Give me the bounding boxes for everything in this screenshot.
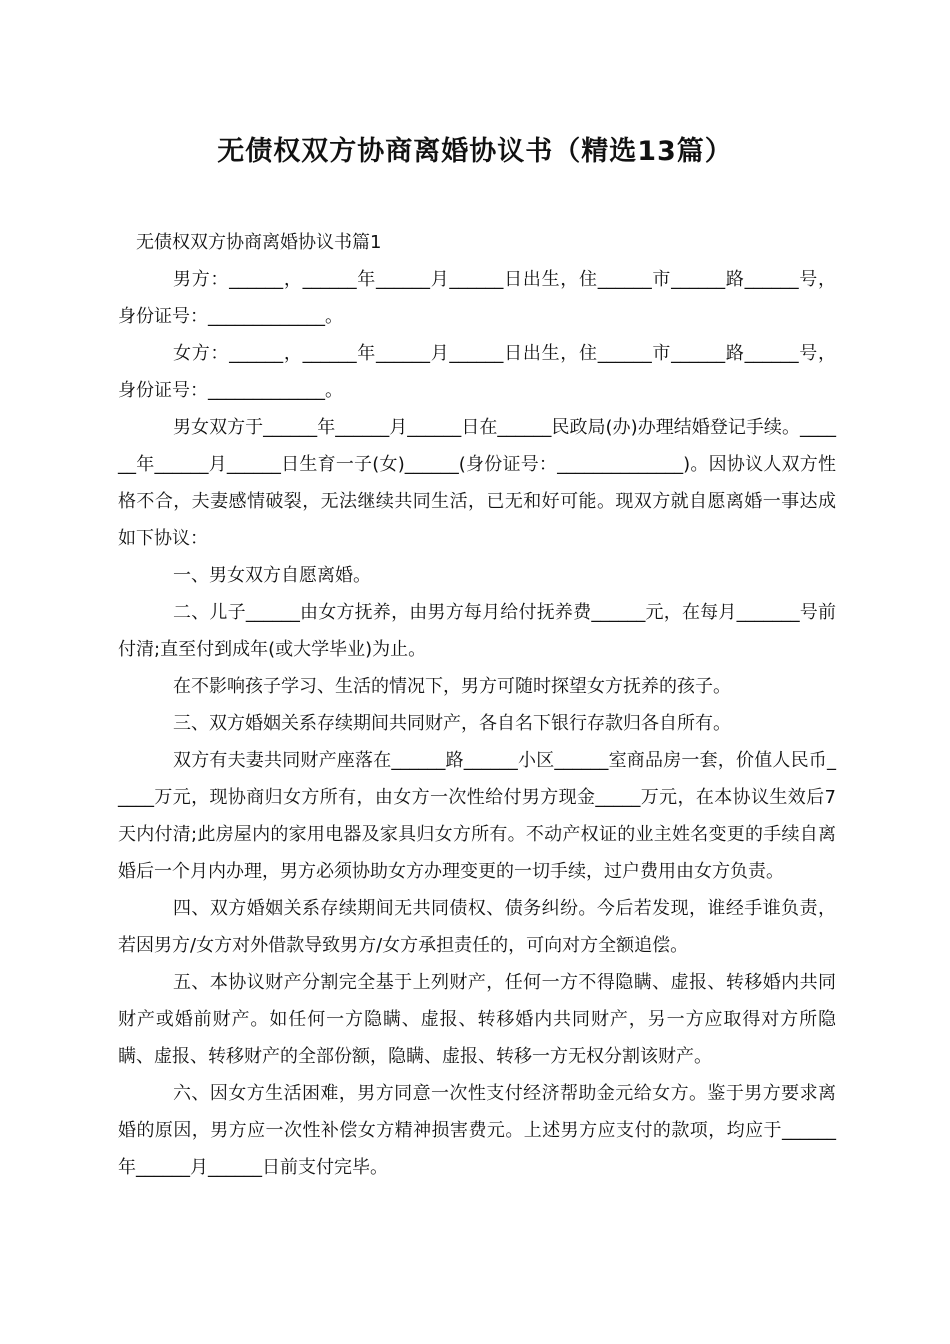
section-heading: 无债权双方协商离婚协议书篇1 <box>136 232 382 253</box>
paragraph-clause-6: 六、因女方生活困难，男方同意一次性支付经济帮助金元给女方。鉴于男方要求离婚的原因，男方应一次性补偿女方精神损害费元。上述男方应支付的款项，均应于______年______月______日前支付完毕。 <box>118 1083 836 1178</box>
paragraph-property: 双方有夫妻共同财产座落在______路______小区______室商品房一套，价值人民币_____万元，现协商归女方所有，由女方一次性给付男方现金_____万元，在本协议生效后7天内付清;此房屋内的家用电器及家具归女方所有。不动产权证的业主姓名变更的手续自离婚后一个月内办理，男方必须协助女方办理变更的一切手续，过户费用由女方负责。 <box>118 750 836 882</box>
document-body <box>118 224 836 1186</box>
paragraph-clause-3: 三、双方婚姻关系存续期间共同财产，各自名下银行存款归各自所有。 <box>173 713 731 734</box>
paragraph-visitation: 在不影响孩子学习、生活的情况下，男方可随时探望女方抚养的孩子。 <box>173 676 731 697</box>
paragraph-female-party: 女方：______，______年______月______日出生，住______市______路______号，身份证号：_____________。 <box>118 343 836 401</box>
paragraph-marriage-background: 男女双方于______年______月______日在______民政局(办)办理结婚登记手续。______年______月______日生育一子(女)______(身份证号：______________)。因协议人双方性格不合，夫妻感情破裂，无法继续共同生活，已无和好可能。现双方就自愿离婚一事达成如下协议： <box>118 417 836 549</box>
paragraph-clause-1: 一、男女双方自愿离婚。 <box>173 565 371 586</box>
paragraph-clause-4: 四、双方婚姻关系存续期间无共同债权、债务纠纷。今后若发现，谁经手谁负责，若因男方/女方对外借款导致男方/女方承担责任的，可向对方全额追偿。 <box>118 898 836 956</box>
paragraph-clause-5: 五、本协议财产分割完全基于上列财产，任何一方不得隐瞒、虚报、转移婚内共同财产或婚前财产。如任何一方隐瞒、虚报、转移婚内共同财产，另一方应取得对方所隐瞒、虚报、转移财产的全部份额，隐瞒、虚报、转移一方无权分割该财产。 <box>118 972 836 1067</box>
paragraph-clause-2: 二、儿子______由女方抚养，由男方每月给付抚养费______元，在每月_______号前付清;直至付到成年(或大学毕业)为止。 <box>118 602 836 660</box>
document-title: 无债权双方协商离婚协议书（精选13篇） <box>217 136 733 167</box>
paragraph-male-party: 男方：______，______年______月______日出生，住______市______路______号，身份证号：_____________。 <box>118 269 836 327</box>
